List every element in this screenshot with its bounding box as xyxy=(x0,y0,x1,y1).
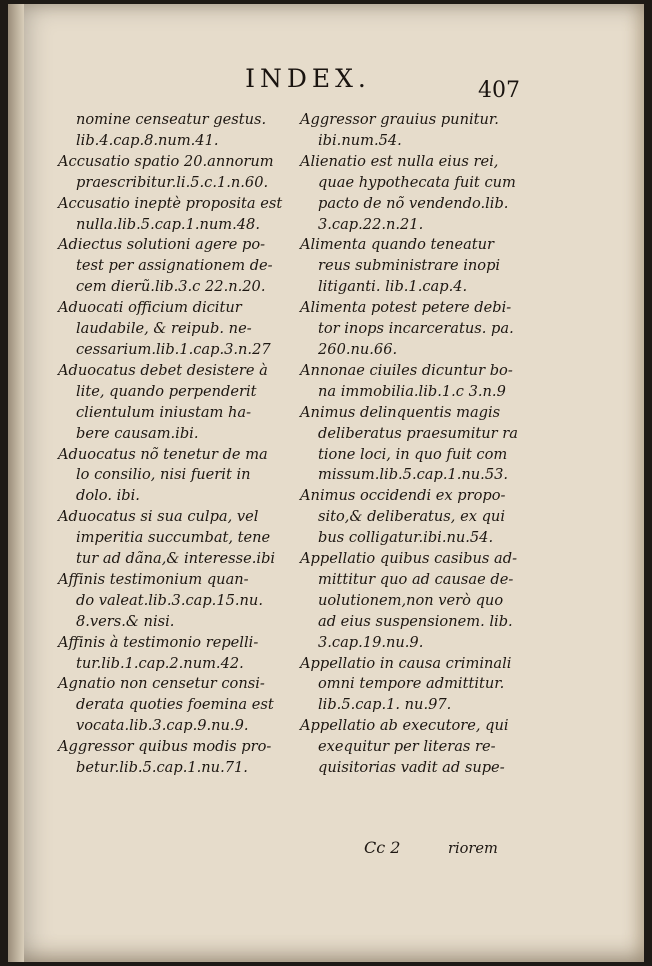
index-entry-line: Accusatio spatio 20.annorum xyxy=(58,152,274,170)
index-entry-continuation: lib.4.cap.8.num.41. xyxy=(76,131,219,149)
index-entry-continuation: 3.cap.19.nu.9. xyxy=(318,633,424,651)
index-entry-continuation: na immobilia.lib.1.c 3.n.9 xyxy=(318,382,506,400)
index-entry-continuation: vocata.lib.3.cap.9.nu.9. xyxy=(76,717,249,735)
index-entry-continuation: omni tempore admittitur. xyxy=(318,675,505,693)
index-entry-continuation: bus colligatur.ibi.nu.54. xyxy=(318,529,494,547)
index-entry-line: Adiectus solutioni agere po- xyxy=(58,236,266,254)
index-entry-continuation: tione loci, in quo fuit com xyxy=(318,445,508,463)
index-entry-continuation: pacto de nõ vendendo.lib. xyxy=(318,194,509,212)
index-entry-continuation: sito,& deliberatus, ex qui xyxy=(318,508,505,526)
index-entry-line: Accusatio ineptè proposita est xyxy=(58,194,283,212)
left-index-column xyxy=(58,110,290,779)
index-entry-continuation: betur.lib.5.cap.1.nu.71. xyxy=(76,759,248,777)
index-entry-continuation: clientulum iniustam ha- xyxy=(76,403,252,421)
page-number: 407 xyxy=(478,78,520,103)
page-gutter-shadow xyxy=(8,4,24,962)
index-entry-line: Affinis testimonium quan- xyxy=(58,570,249,588)
index-entry-continuation: mittitur quo ad causae de- xyxy=(318,570,514,588)
index-entry-line: Alimenta quando teneatur xyxy=(300,236,495,254)
index-entry-line: Appellatio ab executore, qui xyxy=(300,717,509,735)
index-entry-line: Aggressor grauius punitur. xyxy=(300,111,499,128)
index-entry-continuation: lo consilio, nisi fuerit in xyxy=(76,466,251,484)
index-entry-continuation: lib.5.cap.1. nu.97. xyxy=(318,696,452,714)
index-entry-continuation: dolo. ibi. xyxy=(76,487,140,505)
index-entry-continuation: 8.vers.& nisi. xyxy=(76,612,175,630)
running-head-title: INDEX. xyxy=(245,64,371,93)
index-entry-continuation: tur ad dãna,& interesse.ibi xyxy=(76,550,276,568)
index-entry-continuation: deliberatus praesumitur ra xyxy=(318,424,518,442)
index-entry-continuation: missum.lib.5.cap.1.nu.53. xyxy=(318,466,509,484)
index-entry-line: Aduocatus debet desistere à xyxy=(58,361,268,379)
index-entry-continuation: do valeat.lib.3.cap.15.nu. xyxy=(76,591,263,609)
index-entry-continuation: 260.nu.66. xyxy=(318,340,398,358)
index-entry-line: Agnatio non censetur consi- xyxy=(58,675,265,693)
index-entry-line: Animus delinquentis magis xyxy=(300,403,501,421)
index-entry-continuation: cessarium.lib.1.cap.3.n.27 xyxy=(76,340,271,358)
index-entry-continuation: tor inops incarceratus. pa. xyxy=(318,320,514,338)
index-entry-continuation: ibi.num.54. xyxy=(318,131,402,149)
index-entry-continuation: praescribitur.li.5.c.1.n.60. xyxy=(76,173,269,191)
index-entry-continuation: reus subministrare inopi xyxy=(318,257,501,275)
index-entry-continuation: litiganti. lib.1.cap.4. xyxy=(318,278,468,296)
catchword: riorem xyxy=(448,840,498,857)
index-entry-continuation: laudabile, & reipub. ne- xyxy=(76,320,252,338)
index-entry-line: Affinis à testimonio repelli- xyxy=(58,633,259,651)
index-entry-continuation: quisitorias vadit ad supe- xyxy=(318,759,505,777)
signature-mark: Cc 2 xyxy=(364,838,401,857)
index-entry-continuation: quae hypothecata fuit cum xyxy=(318,173,516,191)
index-entry-line: Aduocati officium dicitur xyxy=(58,299,242,317)
index-entry-continuation: nulla.lib.5.cap.1.num.48. xyxy=(76,215,260,233)
index-entry-continuation: cem dierũ.lib.3.c 22.n.20. xyxy=(76,278,266,296)
index-entry-continuation: bere causam.ibi. xyxy=(76,424,199,442)
index-entry-line: Annonae ciuiles dicuntur bo- xyxy=(300,361,513,379)
index-entry-continuation: uolutionem,non verò quo xyxy=(318,591,504,609)
index-entry-line: Appellatio quibus casibus ad- xyxy=(300,550,518,568)
right-index-column xyxy=(300,110,532,779)
index-entry-continuation: nomine censeatur gestus. xyxy=(76,111,267,128)
index-entry-line: Alienatio est nulla eius rei, xyxy=(300,152,499,170)
index-entry-continuation: imperitia succumbat, tene xyxy=(76,529,271,547)
index-entry-line: Aduocatus nõ tenetur de ma xyxy=(58,445,268,463)
index-entry-line: Aggressor quibus modis pro- xyxy=(58,738,272,756)
index-entry-continuation: ad eius suspensionem. lib. xyxy=(318,612,513,630)
index-entry-continuation: exequitur per literas re- xyxy=(318,738,496,756)
index-entry-line: Aduocatus si sua culpa, vel xyxy=(58,508,259,526)
index-entry-continuation: test per assignationem de- xyxy=(76,257,273,275)
index-entry-line: Alimenta potest petere debi- xyxy=(300,299,512,317)
book-page xyxy=(8,4,644,962)
index-entry-line: Animus occidendi ex propo- xyxy=(300,487,506,505)
index-entry-line: Appellatio in causa criminali xyxy=(300,654,512,672)
index-entry-continuation: tur.lib.1.cap.2.num.42. xyxy=(76,654,244,672)
index-entry-continuation: derata quoties foemina est xyxy=(76,696,274,714)
index-entry-continuation: 3.cap.22.n.21. xyxy=(318,215,424,233)
index-entry-continuation: lite, quando perpenderit xyxy=(76,382,257,400)
